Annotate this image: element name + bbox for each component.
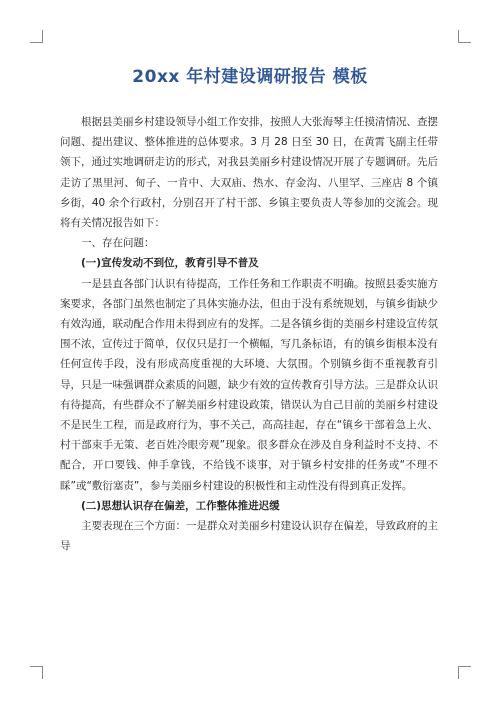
section-heading-problems: 一、存在问题： <box>81 237 155 250</box>
corner-mark-top-left <box>30 30 43 43</box>
paragraph-1: 一是县直各部门认识有待提高，工作任务和工作职责不明确。按照县委实施方案要求，各部门虽然也制定了具体实施办法，但由于没有系统规划，与镇乡街缺少有效沟通，联动配合作用未得到应有的发挥。二是各镇乡街的美丽乡村建设宣传氛围不浓，宣传过于简单，仅仅只是打一个横幅，写几条标语，有的镇乡街根本没有任何宣传手段，没有形成高度重视的大环境、大氛围。个别镇乡街不重视教育引导，只是一味强调群众素质的问题，缺少有效的宣传教育引导方法。三是群众认识有待提高，有些群众不了解美丽乡村建设政策，错误认为自己目前的美丽乡村建设不是民生工程，而是政府行为，事不关己，高高挂起，存在“镇乡干部着急上火、村干部束手无策、老百姓冷眼旁观”现象。很多群众在涉及自身利益时不支持、不配合，开口要钱、伸手拿钱，不给钱不谈事，对于镇乡村安排的任务或“不理不睬”或“敷衍塞责”，参与美丽乡村建设的积极性和主动性没有得到真正发挥。 <box>60 277 438 492</box>
document-title: 20xx 年村建设调研报告 模板 <box>132 67 368 87</box>
corner-mark-bottom-right <box>458 666 471 679</box>
corner-mark-top-right <box>458 30 471 43</box>
subheading-1: (一)宣传发动不到位，教育引导不普及 <box>81 257 259 270</box>
paragraph-2: 主要表现在三个方面：一是群众对美丽乡村建设认识存在偏差，导致政府的主导 <box>60 520 438 553</box>
intro-paragraph: 根据县美丽乡村建设领导小组工作安排，按照人大张海琴主任摸清情况、查摆问题、提出建议、整体推进的总体要求。3 月 28 日至 30 日，在黄霄飞副主任带领下，通过实地调研走访的形式，对我县美丽乡村建设情况开展了专题调研。先后走访了黑里河、甸子、一肯中、大双庙、热水、存金沟、八里罕、三座店 8 个镇乡街，40 余个行政村，分别召开了村干部、乡镇主要负责人等参加的交流会。现将有关情况报告如下： <box>60 116 438 230</box>
subheading-2: (二)思想认识存在偏差，工作整体推进迟缓 <box>81 499 280 512</box>
document-body <box>60 112 438 556</box>
corner-mark-bottom-left <box>30 666 43 679</box>
